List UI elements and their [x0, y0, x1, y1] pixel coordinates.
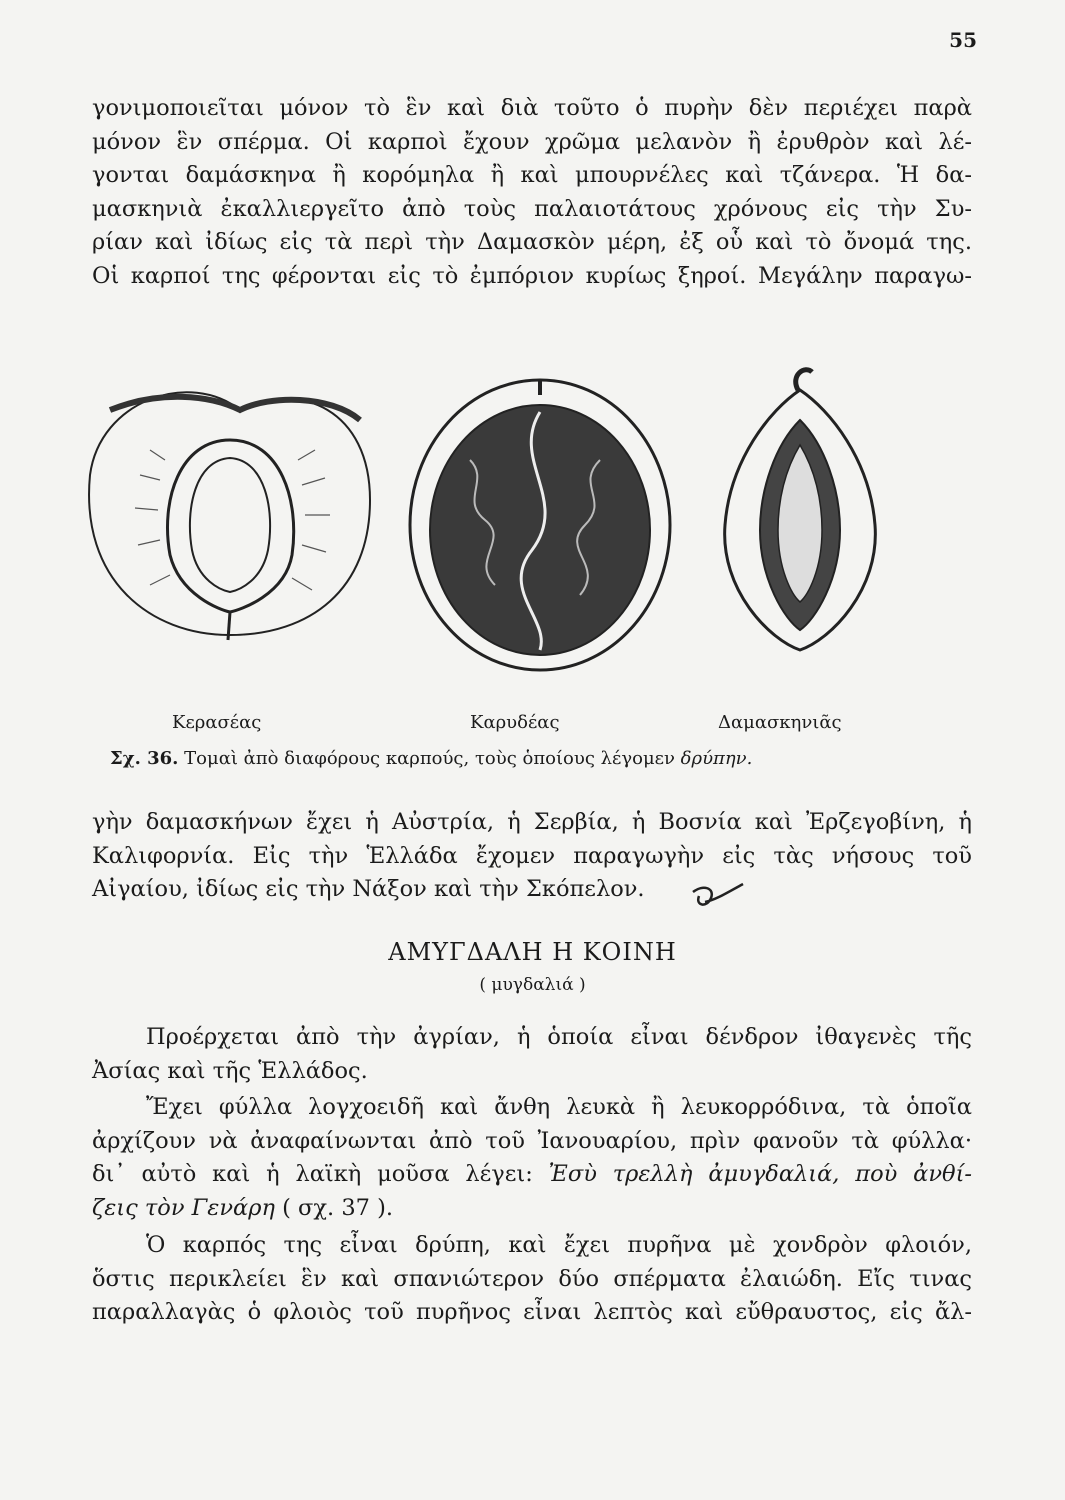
text-line: γονται δαμάσκηνα ἢ κορόμηλα ἢ καὶ μπουρνέλες καὶ τζάνερα. Ἡ δα-: [92, 162, 972, 188]
text-line: ἀρχίζουν νὰ ἀναφαίνωνται ἀπὸ τοῦ Ἰανουαρίου, πρὶν φανοῦν τὰ φύλλα·: [92, 1127, 972, 1154]
paragraph-almond-origin: [92, 1021, 972, 1088]
figure-labels: [0, 712, 1065, 742]
text-line: Ὁ καρπός της εἶναι δρύπη, καὶ ἔχει πυρῆνα μὲ χονδρὸν φλοιόν,: [146, 1232, 972, 1258]
folk-verse: Ἐσὺ τρελλὴ ἀμυγδαλιά, ποὺ ἀνθί-: [548, 1161, 972, 1187]
figure-reference: ( σχ. 37 ).: [282, 1194, 394, 1221]
text-line-plain: δι᾽ αὐτὸ καὶ ἡ λαϊκὴ μοῦσα λέγει:: [92, 1161, 533, 1187]
plum-label: Δαμασκηνιᾶς: [718, 712, 842, 733]
text-line: [92, 1158, 972, 1192]
walnut-section-illustration: [410, 380, 670, 670]
text-line: ὅστις περικλείει ἓν καὶ σπανιώτερον δύο σπέρματα ἐλαιώδη. Εἴς τινας: [92, 1265, 972, 1292]
text-line: Αἰγαίου, ἰδίως εἰς τὴν Νάξον καὶ τὴν Σκόπελον.: [92, 876, 645, 902]
text-line: παραλλαγὰς ὁ φλοιὸς τοῦ πυρῆνος εἶναι λεπτὸς καὶ εὔθραυστος, εἰς ἄλ-: [92, 1299, 972, 1325]
plum-section-illustration: [725, 370, 876, 650]
fruit-sections-figure: [70, 350, 970, 710]
text-line: μόνον ἓν σπέρμα. Οἱ καρποὶ ἔχουν χρῶμα μελανὸν ἢ ἐρυθρὸν καὶ λέ-: [92, 128, 972, 155]
figure-caption: [110, 748, 752, 769]
text-line: Οἱ καρποί της φέρονται εἰς τὸ ἐμπόριον κυρίως ξηροί. Μεγάλην παραγω-: [92, 262, 972, 289]
text-line: Ἀσίας καὶ τῆς Ἑλλάδος.: [92, 1057, 368, 1084]
page-number: 55: [949, 28, 977, 52]
cherry-section-illustration: [89, 392, 370, 640]
text-line: γὴν δαμασκήνων ἔχει ἡ Αὐστρία, ἡ Σερβία, ἡ Βοσνία καὶ Ἐρζεγοβίνη, ἡ: [92, 809, 972, 835]
section-title: ΑΜΥΓΔΑΛΗ Η ΚΟΙΝΗ: [388, 938, 677, 966]
cherry-label: Κερασέας: [172, 712, 262, 733]
section-subtitle: ( μυγδαλιά ): [479, 975, 586, 995]
text-line: [92, 1192, 972, 1226]
text-line: Προέρχεται ἀπὸ τὴν ἀγρίαν, ἡ ὁποία εἶναι δένδρον ἰθαγενὲς τῆς: [146, 1024, 972, 1050]
text-line: Καλιφορνία. Εἰς τὴν Ἑλλάδα ἔχομεν παραγωγὴν εἰς τὰς νήσους τοῦ: [92, 842, 972, 869]
folk-verse: ζεις τὸν Γενάρη: [92, 1194, 275, 1221]
paragraph-almond-fruit: [92, 1229, 972, 1330]
handwritten-initials: [685, 878, 745, 918]
text-line: γονιμοποιεῖται μόνον τὸ ἓν καὶ διὰ τοῦτο ὁ πυρὴν δὲν περιέχει παρὰ: [92, 95, 972, 121]
paragraph-almond-leaves: [92, 1091, 972, 1225]
text-line: Ἔχει φύλλα λογχοειδῆ καὶ ἄνθη λευκὰ ἢ λευκορρόδινα, τὰ ὁποῖα: [146, 1094, 972, 1120]
paragraph-plum-description: [92, 92, 972, 293]
caption-text: Τομαὶ ἀπὸ διαφόρους καρπούς, τοὺς ὁποίους λέγομεν: [184, 748, 675, 769]
walnut-label: Καρυδέας: [470, 712, 560, 733]
text-line: ρίαν καὶ ἰδίως εἰς τὰ περὶ τὴν Δαμασκὸν μέρη, ἐξ οὗ καὶ τὸ ὄνομά της.: [92, 229, 972, 255]
paragraph-plum-production: [92, 806, 972, 907]
caption-number: Σχ. 36.: [110, 748, 179, 769]
text-line: μασκηνιὰ ἐκαλλιεργεῖτο ἀπὸ τοὺς παλαιοτάτους χρόνους εἰς τὴν Συ-: [92, 195, 972, 222]
caption-italic: δρύπην.: [680, 748, 753, 769]
